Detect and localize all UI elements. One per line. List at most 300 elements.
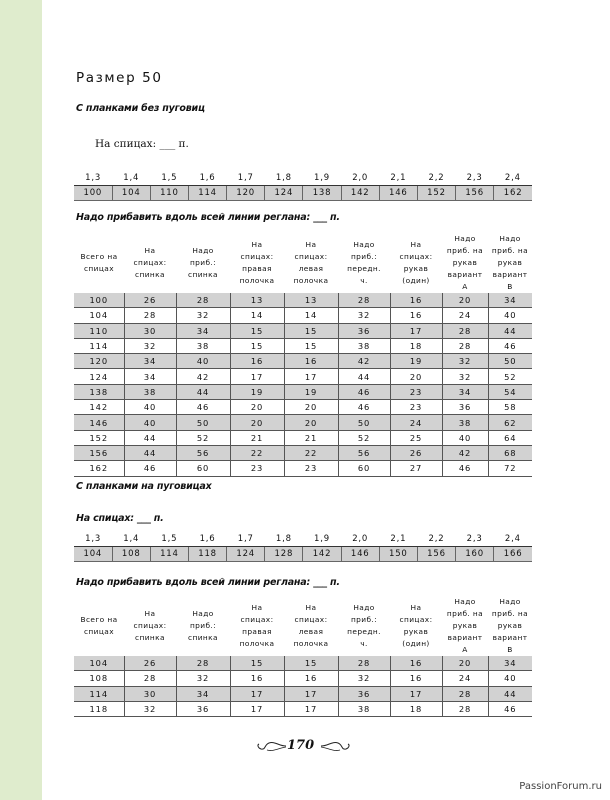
column-header-line: На — [144, 609, 156, 618]
size-cell: 2,2 — [417, 532, 455, 547]
column-header-line: На — [410, 603, 422, 612]
table-cell: 32 — [338, 308, 390, 323]
stitch-cell: 104 — [112, 186, 150, 201]
column-header — [74, 233, 124, 293]
stitch-cell: 124 — [265, 186, 303, 201]
table-row — [74, 384, 532, 399]
table-cell: 44 — [124, 430, 176, 445]
table-cell: 30 — [124, 323, 176, 338]
section2-table-body — [74, 656, 532, 717]
table-cell: 44 — [124, 445, 176, 460]
page-number: 170 — [287, 738, 315, 753]
table-cell: 20 — [442, 656, 488, 671]
column-header — [230, 233, 284, 293]
column-header-line: спинка — [188, 270, 218, 279]
table-cell: 19 — [390, 354, 442, 369]
table-cell: 14 — [284, 308, 338, 323]
table-row — [74, 338, 532, 353]
table-header-row — [74, 233, 532, 293]
column-header-line: приб. на — [446, 609, 484, 618]
flourish-right-icon — [320, 738, 352, 754]
column-header — [176, 596, 230, 656]
table-cell: 15 — [284, 323, 338, 338]
column-header — [338, 233, 390, 293]
table-cell: 52 — [488, 369, 532, 384]
stitch-cell: 138 — [303, 186, 341, 201]
table-cell: 16 — [390, 671, 442, 686]
size-cell: 2,1 — [379, 171, 417, 186]
stitch-cell: 160 — [456, 547, 494, 562]
table-cell: 38 — [338, 701, 390, 716]
table-cell: 44 — [176, 384, 230, 399]
table-cell: 28 — [442, 323, 488, 338]
stitch-cell: 110 — [150, 186, 188, 201]
table-cell: 24 — [390, 415, 442, 430]
size-cell: 2,1 — [379, 532, 417, 547]
sizes-row — [74, 171, 532, 186]
table-cell: 52 — [338, 430, 390, 445]
stitch-cell: 156 — [417, 547, 455, 562]
column-header-line: вариант — [447, 633, 483, 642]
section1-sizes-table — [74, 171, 532, 201]
table-cell: 114 — [74, 338, 124, 353]
table-cell: 32 — [176, 671, 230, 686]
table-row — [74, 445, 532, 460]
column-header-line: А — [462, 645, 468, 654]
table-cell: 36 — [442, 400, 488, 415]
table-cell: 58 — [488, 400, 532, 415]
table-cell: 138 — [74, 384, 124, 399]
table-cell: 20 — [284, 400, 338, 415]
table-cell: 104 — [74, 308, 124, 323]
page-title: Размер 50 — [76, 70, 163, 86]
column-header-line: полочка — [293, 276, 329, 285]
column-header-line: спинка — [188, 633, 218, 642]
table-cell: 108 — [74, 671, 124, 686]
column-header-line: Надо — [192, 246, 214, 255]
table-cell: 162 — [74, 461, 124, 476]
table-cell: 36 — [176, 701, 230, 716]
size-cell: 1,3 — [74, 532, 112, 547]
size-cell: 1,8 — [265, 532, 303, 547]
size-cell: 1,4 — [112, 171, 150, 186]
column-header-line: спицах: — [294, 615, 328, 624]
table-cell: 19 — [230, 384, 284, 399]
table-cell: 26 — [124, 656, 176, 671]
column-header-line: приб. на — [491, 609, 529, 618]
table-cell: 46 — [338, 400, 390, 415]
size-cell: 2,4 — [494, 532, 532, 547]
table-cell: 17 — [230, 369, 284, 384]
table-cell: 38 — [442, 415, 488, 430]
table-cell: 16 — [284, 354, 338, 369]
section2-sizes-table — [74, 532, 532, 562]
table-cell: 72 — [488, 461, 532, 476]
table-row — [74, 369, 532, 384]
column-header-line: Надо — [353, 240, 375, 249]
table-cell: 34 — [488, 656, 532, 671]
column-header-line: спинка — [135, 633, 165, 642]
table-cell: 38 — [176, 338, 230, 353]
column-header-line: На — [251, 603, 263, 612]
table-row — [74, 308, 532, 323]
table-cell: 13 — [230, 293, 284, 308]
stitch-cell: 156 — [456, 186, 494, 201]
section1-subtitle: С планками без пуговиц — [76, 103, 205, 114]
table-cell: 28 — [176, 656, 230, 671]
table-cell: 52 — [176, 430, 230, 445]
table-cell: 28 — [442, 686, 488, 701]
table-cell: 34 — [124, 354, 176, 369]
column-header-line: ч. — [360, 639, 368, 648]
sidebar-decoration — [0, 0, 42, 800]
table-cell: 28 — [338, 293, 390, 308]
table-cell: 32 — [442, 369, 488, 384]
table-cell: 34 — [488, 293, 532, 308]
stitch-cell: 114 — [188, 186, 226, 201]
table-row — [74, 415, 532, 430]
table-cell: 64 — [488, 430, 532, 445]
table-cell: 22 — [230, 445, 284, 460]
table-cell: 28 — [124, 308, 176, 323]
column-header-line: спинка — [135, 270, 165, 279]
table-cell: 24 — [442, 308, 488, 323]
section1-table-body — [74, 293, 532, 476]
size-cell: 1,3 — [74, 171, 112, 186]
table-cell: 21 — [230, 430, 284, 445]
column-header-line: спицах — [83, 627, 115, 636]
table-cell: 46 — [338, 384, 390, 399]
size-cell: 1,6 — [188, 532, 226, 547]
column-header-line: приб. на — [446, 246, 484, 255]
table-row — [74, 323, 532, 338]
table-cell: 56 — [338, 445, 390, 460]
stitch-cell: 118 — [188, 547, 226, 562]
stitch-cell: 166 — [494, 547, 532, 562]
column-header-line: спицах: — [133, 258, 167, 267]
column-header-line: В — [507, 645, 513, 654]
table-cell: 17 — [390, 323, 442, 338]
table-cell: 24 — [442, 671, 488, 686]
column-header-line: Всего на — [80, 615, 118, 624]
column-header-line: спицах: — [399, 615, 433, 624]
table-cell: 21 — [284, 430, 338, 445]
table-row — [74, 430, 532, 445]
column-header-line: На — [305, 603, 317, 612]
table-cell: 156 — [74, 445, 124, 460]
table-cell: 23 — [230, 461, 284, 476]
column-header-line: рукав — [497, 258, 523, 267]
table-cell: 20 — [230, 400, 284, 415]
table-cell: 22 — [284, 445, 338, 460]
column-header-line: А — [462, 282, 468, 291]
size-cell: 1,9 — [303, 171, 341, 186]
column-header-line: спицах: — [240, 252, 274, 261]
table-cell: 23 — [390, 400, 442, 415]
column-header-line: Надо — [499, 234, 521, 243]
section2-add-label: Надо прибавить вдоль всей линии реглана: ___ п. — [76, 577, 340, 588]
column-header — [390, 233, 442, 293]
size-cell: 2,0 — [341, 171, 379, 186]
table-cell: 27 — [390, 461, 442, 476]
table-cell: 15 — [230, 338, 284, 353]
stitch-cell: 124 — [227, 547, 265, 562]
table-cell: 28 — [176, 293, 230, 308]
table-cell: 19 — [284, 384, 338, 399]
table-cell: 118 — [74, 701, 124, 716]
column-header — [176, 233, 230, 293]
column-header-line: приб.: — [189, 258, 217, 267]
table-cell: 42 — [442, 445, 488, 460]
table-cell: 32 — [176, 308, 230, 323]
stitch-cell: 120 — [227, 186, 265, 201]
table-cell: 38 — [124, 384, 176, 399]
column-header-line: левая — [298, 264, 324, 273]
flourish-left-icon — [255, 738, 287, 754]
column-header-line: приб. на — [491, 246, 529, 255]
table-cell: 46 — [442, 461, 488, 476]
stitch-cell: 108 — [112, 547, 150, 562]
stitch-cell: 150 — [379, 547, 417, 562]
column-header-line: правая — [242, 264, 272, 273]
table-cell: 17 — [230, 686, 284, 701]
column-header-line: полочка — [239, 276, 275, 285]
table-cell: 46 — [488, 701, 532, 716]
column-header-line: Надо — [192, 609, 214, 618]
table-cell: 40 — [488, 671, 532, 686]
stitch-cell: 142 — [341, 186, 379, 201]
column-header-line: правая — [242, 627, 272, 636]
stitch-cell: 146 — [379, 186, 417, 201]
column-header-line: ч. — [360, 276, 368, 285]
column-header-line: спицах: — [133, 621, 167, 630]
column-header — [390, 596, 442, 656]
stitches-row — [74, 186, 532, 201]
table-cell: 44 — [488, 686, 532, 701]
column-header-line: В — [507, 282, 513, 291]
section1-main-table — [74, 233, 532, 477]
size-cell: 2,3 — [456, 171, 494, 186]
size-cell: 1,8 — [265, 171, 303, 186]
column-header-line: рукав — [497, 621, 523, 630]
column-header-line: левая — [298, 627, 324, 636]
table-cell: 17 — [390, 686, 442, 701]
table-cell: 17 — [284, 686, 338, 701]
table-row — [74, 671, 532, 686]
table-cell: 40 — [442, 430, 488, 445]
table-cell: 28 — [442, 701, 488, 716]
table-cell: 26 — [124, 293, 176, 308]
table-cell: 34 — [442, 384, 488, 399]
table-cell: 124 — [74, 369, 124, 384]
column-header-line: На — [144, 246, 156, 255]
table-cell: 28 — [124, 671, 176, 686]
column-header-line: Надо — [454, 234, 476, 243]
column-header — [124, 233, 176, 293]
stitch-cell: 142 — [303, 547, 341, 562]
table-row — [74, 686, 532, 701]
table-cell: 50 — [488, 354, 532, 369]
section1-needles-label: На спицах: ___ п. — [95, 138, 189, 150]
size-cell: 2,3 — [456, 532, 494, 547]
table-cell: 26 — [390, 445, 442, 460]
table-cell: 50 — [176, 415, 230, 430]
column-header-line: Всего на — [80, 252, 118, 261]
table-cell: 44 — [488, 323, 532, 338]
size-cell: 1,7 — [227, 532, 265, 547]
table-cell: 28 — [442, 338, 488, 353]
size-cell: 1,4 — [112, 532, 150, 547]
table-cell: 38 — [338, 338, 390, 353]
table-cell: 25 — [390, 430, 442, 445]
size-cell: 1,5 — [150, 532, 188, 547]
stitches-row — [74, 547, 532, 562]
table-cell: 32 — [124, 701, 176, 716]
column-header — [338, 596, 390, 656]
table-cell: 40 — [124, 415, 176, 430]
table-cell: 142 — [74, 400, 124, 415]
sizes-row — [74, 532, 532, 547]
table-cell: 15 — [284, 656, 338, 671]
table-cell: 100 — [74, 293, 124, 308]
stitch-cell: 162 — [494, 186, 532, 201]
table-cell: 20 — [442, 293, 488, 308]
stitch-cell: 100 — [74, 186, 112, 201]
table-cell: 16 — [284, 671, 338, 686]
column-header-line: вариант — [492, 270, 528, 279]
table-cell: 32 — [442, 354, 488, 369]
table-cell: 114 — [74, 686, 124, 701]
table-cell: 42 — [338, 354, 390, 369]
table-cell: 46 — [176, 400, 230, 415]
column-header — [284, 233, 338, 293]
table-header-row — [74, 596, 532, 656]
stitch-cell: 128 — [265, 547, 303, 562]
table-cell: 50 — [338, 415, 390, 430]
table-row — [74, 461, 532, 476]
column-header — [442, 596, 488, 656]
column-header — [124, 596, 176, 656]
column-header-line: рукав — [452, 258, 478, 267]
size-cell: 1,7 — [227, 171, 265, 186]
size-cell: 2,2 — [417, 171, 455, 186]
column-header-line: передн. — [347, 264, 381, 273]
table-cell: 36 — [338, 686, 390, 701]
table-cell: 34 — [176, 686, 230, 701]
column-header-line: Надо — [353, 603, 375, 612]
column-header-line: (один) — [402, 639, 430, 648]
table-cell: 17 — [284, 369, 338, 384]
column-header-line: На — [305, 240, 317, 249]
column-header — [74, 596, 124, 656]
watermark: PassionForum.ru — [519, 781, 602, 792]
table-cell: 110 — [74, 323, 124, 338]
table-cell: 42 — [176, 369, 230, 384]
table-cell: 40 — [488, 308, 532, 323]
column-header-line: На — [410, 240, 422, 249]
column-header — [230, 596, 284, 656]
table-row — [74, 354, 532, 369]
stitch-cell: 152 — [417, 186, 455, 201]
table-cell: 36 — [338, 323, 390, 338]
table-cell: 60 — [176, 461, 230, 476]
table-cell: 16 — [390, 293, 442, 308]
table-cell: 32 — [338, 671, 390, 686]
section2-subtitle: С планками на пуговицах — [76, 481, 212, 492]
table-cell: 20 — [284, 415, 338, 430]
table-cell: 15 — [230, 656, 284, 671]
table-cell: 120 — [74, 354, 124, 369]
table-cell: 16 — [230, 671, 284, 686]
table-cell: 146 — [74, 415, 124, 430]
stitch-cell: 114 — [150, 547, 188, 562]
table-cell: 18 — [390, 338, 442, 353]
table-cell: 40 — [176, 354, 230, 369]
column-header-line: Надо — [499, 597, 521, 606]
table-cell: 44 — [338, 369, 390, 384]
table-cell: 56 — [176, 445, 230, 460]
table-cell: 23 — [390, 384, 442, 399]
table-cell: 54 — [488, 384, 532, 399]
table-row — [74, 701, 532, 716]
column-header — [488, 596, 532, 656]
column-header-line: рукав — [403, 264, 429, 273]
table-cell: 32 — [124, 338, 176, 353]
table-cell: 17 — [230, 701, 284, 716]
column-header — [284, 596, 338, 656]
column-header-line: (один) — [402, 276, 430, 285]
table-row — [74, 656, 532, 671]
stitch-cell: 104 — [74, 547, 112, 562]
column-header-line: приб.: — [350, 615, 378, 624]
table-cell: 16 — [390, 308, 442, 323]
size-cell: 2,0 — [341, 532, 379, 547]
table-cell: 30 — [124, 686, 176, 701]
column-header-line: спицах — [83, 264, 115, 273]
table-cell: 28 — [338, 656, 390, 671]
size-cell: 1,6 — [188, 171, 226, 186]
section2-needles-label: На спицах: ___ п. — [76, 513, 164, 524]
table-cell: 20 — [390, 369, 442, 384]
table-cell: 62 — [488, 415, 532, 430]
section2-main-table — [74, 596, 532, 717]
table-cell: 15 — [284, 338, 338, 353]
table-cell: 20 — [230, 415, 284, 430]
table-cell: 34 — [176, 323, 230, 338]
section1-add-label: Надо прибавить вдоль всей линии реглана: ___ п. — [76, 212, 340, 223]
column-header-line: полочка — [239, 639, 275, 648]
table-cell: 23 — [284, 461, 338, 476]
table-cell: 18 — [390, 701, 442, 716]
table-cell: 14 — [230, 308, 284, 323]
table-cell: 152 — [74, 430, 124, 445]
column-header-line: вариант — [447, 270, 483, 279]
stitch-cell: 146 — [341, 547, 379, 562]
table-cell: 34 — [124, 369, 176, 384]
column-header-line: приб.: — [189, 621, 217, 630]
table-row — [74, 400, 532, 415]
table-cell: 40 — [124, 400, 176, 415]
size-cell: 1,9 — [303, 532, 341, 547]
column-header-line: рукав — [403, 627, 429, 636]
table-cell: 46 — [488, 338, 532, 353]
column-header-line: рукав — [452, 621, 478, 630]
column-header-line: спицах: — [240, 615, 274, 624]
column-header-line: передн. — [347, 627, 381, 636]
column-header — [442, 233, 488, 293]
table-cell: 15 — [230, 323, 284, 338]
column-header-line: Надо — [454, 597, 476, 606]
